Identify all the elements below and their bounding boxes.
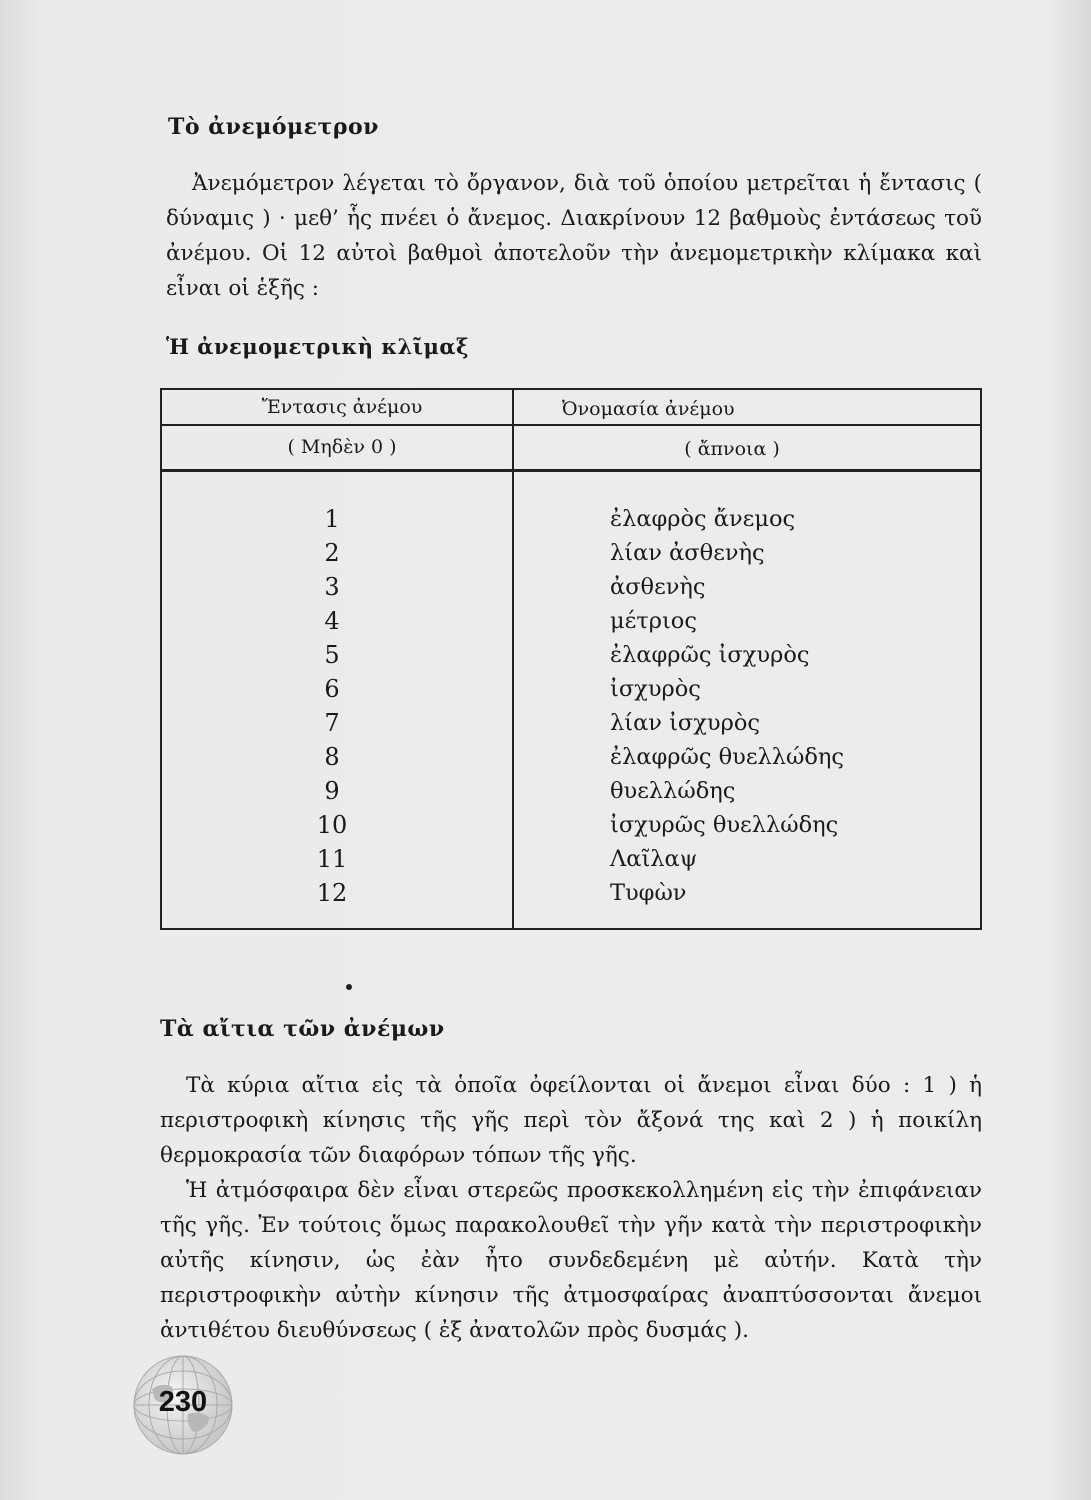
section-title-wind-causes: Τὰ αἴτια τῶν ἀνέμων [160, 1016, 445, 1042]
intensity-value: 12 [316, 879, 348, 907]
stray-dot [346, 984, 352, 990]
wind-name: ἀσθενὴς [610, 574, 706, 600]
column-header-name: Ὀνομασία ἀνέμου [562, 398, 735, 420]
wind-name: θυελλώδης [610, 778, 736, 804]
wind-causes-text [160, 1068, 982, 1348]
intensity-column [272, 502, 392, 910]
wind-name: Τυφὼν [610, 880, 687, 906]
zero-name-cell: ( ἄπνοια ) [684, 438, 780, 460]
wind-name: λίαν ἰσχυρὸς [610, 710, 760, 736]
wind-name-column [610, 502, 970, 910]
wind-name: ἐλαφρῶς ἰσχυρὸς [610, 642, 810, 668]
section-title-anemometer: Τὸ ἀνεμόμετρον [168, 114, 379, 140]
wind-name: ἐλαφρῶς θυελλώδης [610, 744, 844, 770]
intensity-value: 1 [324, 505, 340, 533]
intensity-value: 8 [324, 743, 340, 771]
page-number: 230 [158, 1386, 208, 1418]
wind-name: μέτριος [610, 608, 697, 634]
intensity-value: 10 [316, 811, 348, 839]
intensity-value: 4 [324, 607, 340, 635]
intensity-value: 9 [324, 777, 340, 805]
scale-title: Ἡ ἀνεμομετρικὴ κλῖμαξ [166, 334, 469, 359]
zero-intensity-cell: ( Μηδὲν 0 ) [287, 436, 397, 458]
column-header-intensity: Ἔντασις ἀνέμου [261, 396, 423, 418]
intensity-value: 7 [324, 709, 340, 737]
wind-name: ἐλαφρὸς ἄνεμος [610, 506, 796, 532]
wind-causes-paragraph-1: Τὰ κύρια αἴτια εἰς τὰ ὁποῖα ὀφείλονται οἱ ἄνεμοι εἶναι δύο : 1 ) ἡ περιστροφικὴ κίνησις τῆς γῆς περὶ τὸν ἄξονά της καὶ 2 ) ἡ ποικίλη θερμοκρασία τῶν διαφόρων τόπων τῆς γῆς. [160, 1073, 982, 1168]
table-zero-row-divider [162, 469, 980, 472]
intensity-value: 11 [316, 845, 348, 873]
wind-name: ἰσχυρῶς θυελλώδης [610, 812, 839, 838]
wind-scale-table [160, 388, 982, 930]
table-header-divider [162, 424, 980, 426]
anemometer-paragraph: Ἀνεμόμετρον λέγεται τὸ ὄργανον, διὰ τοῦ ὁποίου μετρεῖται ἡ ἔντασις ( δύναμις ) · μεθ’ ἧς πνέει ὁ ἄνεμος. Διακρίνουν 12 βαθμοὺς ἐντάσεως τοῦ ἀνέμου. Οἱ 12 αὐτοὶ βαθμοὶ ἀποτελοῦν τὴν ἀνεμομετρικὴν κλίμακα καὶ εἶναι οἱ ἑξῆς : [166, 171, 982, 301]
intensity-value: 2 [324, 539, 340, 567]
page-number-badge [132, 1354, 234, 1456]
wind-causes-paragraph-2: Ἡ ἀτμόσφαιρα δὲν εἶναι στερεῶς προσκεκολλημένη εἰς τὴν ἐπιφάνειαν τῆς γῆς. Ἐν τούτοις ὅμως παρακολουθεῖ τὴν γῆν κατὰ τὴν περιστροφικὴν αὐτῆς κίνησιν, ὡς ἐὰν ἦτο συνδεδεμένη μὲ αὐτήν. Κατὰ τὴν περιστροφικὴν αὐτὴν κίνησιν τῆς ἀτμοσφαίρας ἀναπτύσσονται ἄνεμοι ἀντιθέτου διευθύνσεως ( ἐξ ἀνατολῶν πρὸς δυσμάς ). [160, 1178, 982, 1343]
intensity-value: 3 [324, 573, 340, 601]
intensity-value: 6 [324, 675, 340, 703]
wind-name: Λαῖλαψ [610, 846, 698, 872]
wind-name: λίαν ἀσθενὴς [610, 540, 765, 566]
wind-name: ἰσχυρὸς [610, 676, 701, 702]
intensity-value: 5 [324, 641, 340, 669]
